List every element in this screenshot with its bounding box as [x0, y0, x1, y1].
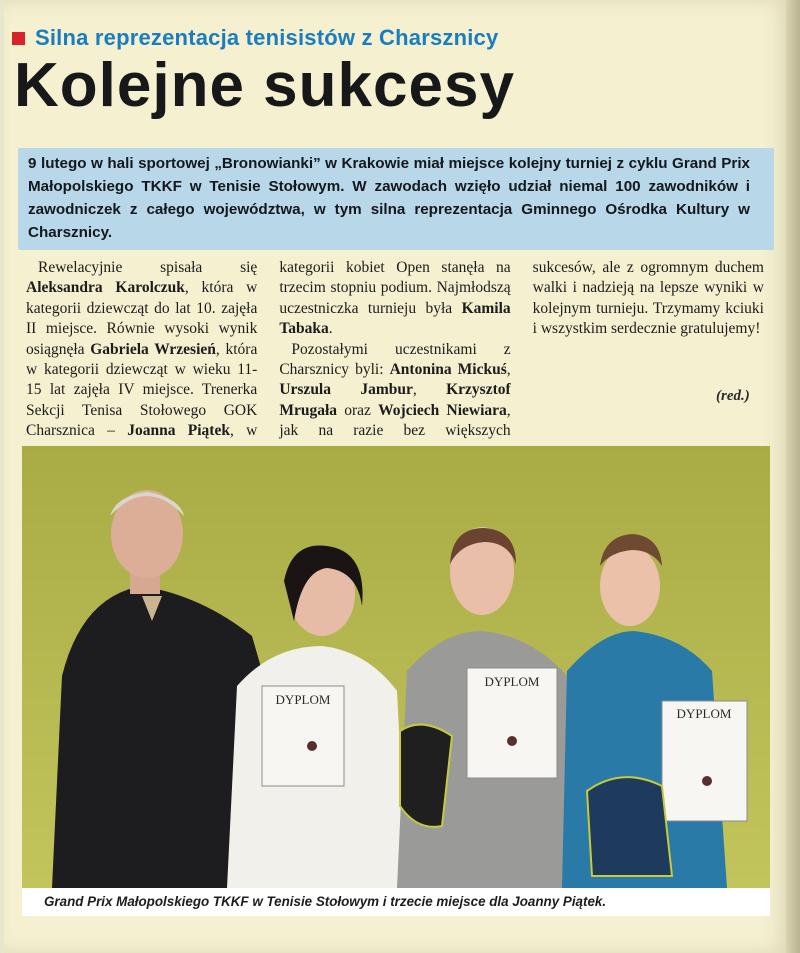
body-text: oraz [337, 401, 379, 419]
article-photo [22, 446, 770, 888]
article-body [26, 258, 764, 442]
kicker-text: Silna reprezentacja tenisistów z Charsznicy [35, 25, 499, 50]
body-text: , która w kategorii dziewcząt w wieku 11-15 lat zajęła IV miejsce. Trenerka Sekcji Tenisa Stołowego GOK Charsznica – [26, 340, 258, 440]
name-mrugala: Krzysztof Mrugała [279, 381, 511, 419]
body-text: , jak na razie bez większych sukcesów, ale z ogromnym duchem walki i nadzieją na lepsze wyniki w kolejnym turnieju. Trzymamy kciuki i wszystkim serdecznie gratulujemy! [279, 259, 764, 440]
body-text: Rewelacyjnie spisała się [38, 259, 258, 276]
name-mickus: Antonina Mickuś [389, 361, 507, 379]
body-text: . [328, 320, 333, 338]
page-edge [786, 0, 800, 953]
diploma-label: DYPLOM [484, 674, 540, 689]
body-text: , która w kategorii dziewcząt do lat 10. zajęła II miejsce. Równie wysoki wynik osiągnęła [26, 279, 258, 358]
name-tabaka: Kamila Tabaka [279, 299, 511, 338]
body-text: , [506, 361, 511, 379]
name-niewiara: Wojciech Niewiara [378, 401, 507, 419]
name-karolczuk: Aleksandra Karolczuk [26, 279, 185, 297]
photo-caption: Grand Prix Małopolskiego TKKF w Tenisie Stołowym i trzecie miejsce dla Joanny Piątek. [44, 894, 607, 909]
photo-illustration [22, 446, 770, 888]
name-wrzesien: Gabriela Wrzesień [90, 340, 216, 358]
body-text: , w kategorii kobiet Open stanęła na trzecim stopniu podium. Najmłodszą uczestniczka turnieju była [229, 259, 511, 440]
body-text: Pozostałymi uczestnikami z Charsznicy byli: [279, 340, 511, 379]
body-text: , [412, 381, 447, 399]
name-piatek: Joanna Piątek [127, 422, 230, 440]
red-square-marker [12, 32, 25, 45]
diploma-label: DYPLOM [676, 706, 732, 721]
author-signature: (red.) [716, 388, 750, 404]
article-headline: Kolejne sukcesy [14, 51, 515, 120]
name-jambur: Urszula Jambur [279, 381, 413, 399]
diploma-label: DYPLOM [275, 692, 331, 707]
article-lead: 9 lutego w hali sportowej „Bronowianki” w Krakowie miał miejsce kolejny turniej z cyklu Grand Prix Małopolskiego TKKF w Tenisie Stołowym. W zawodach wzięło udział niemal 100 zawodników i zawodniczek z całego województwa, w tym silna reprezentacja Gminnego Ośrodka Kultury w Charsznicy. [28, 155, 750, 241]
